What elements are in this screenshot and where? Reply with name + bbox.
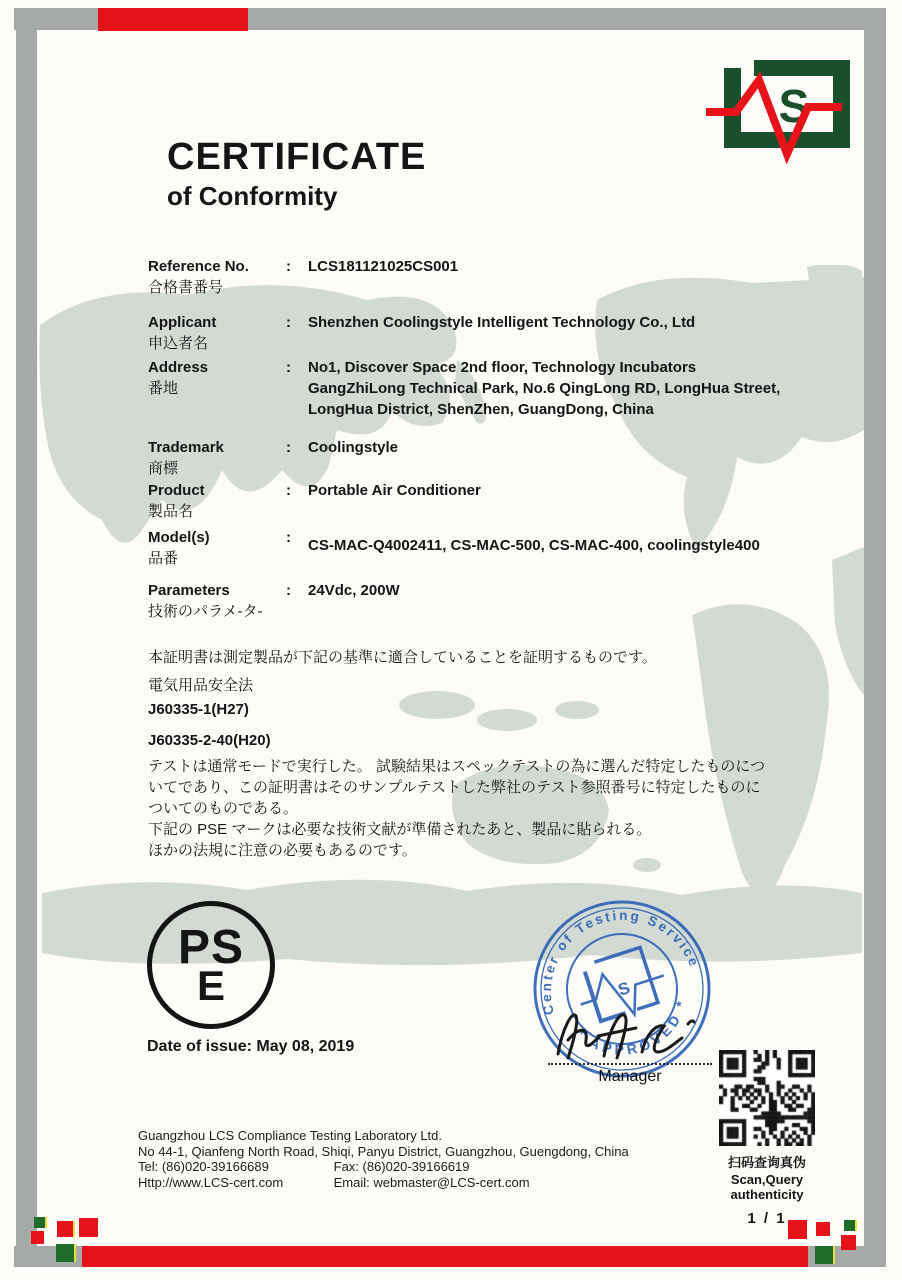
statement-intro: 本証明書は測定製品が下記の基準に適合していることを証明するものです。 (148, 649, 657, 666)
field-label-jp: 製品名 (148, 503, 194, 520)
lab-fax: Fax: (86)020-39166619 (333, 1159, 470, 1174)
field-label: Address (148, 359, 209, 376)
colon: : (286, 258, 291, 275)
field-label: Model(s) (148, 529, 210, 546)
field-label: Applicant (148, 314, 217, 331)
test-note-line: ほかの法規に注意の必要もあるのです。 (148, 842, 417, 859)
test-note-line: ついてのものである。 (148, 800, 299, 817)
lab-footer (138, 1128, 638, 1190)
test-note-line: テストは通常モードで実行した。 試験結果はスペックテストの為に選んだ特定したものにつ (148, 758, 766, 775)
field-label-jp: 技術のパラメ-タ- (148, 603, 263, 620)
colon: : (286, 314, 291, 331)
pse-letter-e: E (196, 961, 225, 1009)
pse-mark (147, 901, 275, 1029)
field-label-jp: 商標 (148, 460, 179, 477)
colon: : (286, 529, 291, 546)
standard-2: J60335-2-40(H20) (148, 732, 271, 749)
field-label-jp: 合格書番号 (148, 279, 224, 296)
field-value: CS-MAC-Q4002411, CS-MAC-500, CS-MAC-400, coolingstyle400 (308, 537, 760, 554)
field-value: LCS181121025CS001 (308, 258, 459, 275)
lab-name: Guangzhou LCS Compliance Testing Laboratory Ltd. (138, 1128, 443, 1143)
lcs-logo-icon (702, 56, 878, 166)
field-models (148, 527, 828, 569)
stamp-arc-top-text: Center of Testing Service (538, 907, 703, 1017)
qr-caption-zh: 扫码查询真伪 (727, 1155, 806, 1170)
signature-block (548, 1004, 712, 1086)
title-block (167, 138, 426, 212)
pse-letters-ps: PS (177, 920, 245, 974)
address-line: LongHua District, ShenZhen, GuangDong, China (308, 401, 654, 418)
test-note-line: いてであり、この証明書はそのサンプルテストした弊社のテスト参照番号に特定したものに (148, 779, 761, 796)
signature-line (548, 1063, 712, 1065)
standard-1: J60335-1(H27) (148, 701, 249, 718)
qr-block (712, 1050, 822, 1227)
qr-code (719, 1050, 815, 1146)
signature-icon (548, 1004, 712, 1062)
colon: : (286, 359, 291, 376)
field-value: 24Vdc, 200W (308, 582, 400, 599)
field-label-jp: 番地 (148, 380, 179, 397)
address-line: GangZhiLong Technical Park, No.6 QingLong RD, LongHua Street, (308, 380, 781, 397)
statement-law: 電気用品安全法 (148, 677, 254, 694)
field-parameters (148, 580, 828, 622)
signer-role: Manager (598, 1068, 662, 1085)
field-address (148, 357, 828, 420)
field-label-jp: 申込者名 (148, 335, 209, 352)
page-number: 1 / 1 (747, 1210, 787, 1227)
lab-tel: Tel: (86)020-39166689 (138, 1159, 269, 1174)
colon: : (286, 439, 291, 456)
field-reference-no (148, 256, 828, 298)
date-of-issue: Date of issue: May 08, 2019 (147, 1038, 355, 1055)
page-title: CERTIFICATE (167, 136, 427, 178)
field-label: Reference No. (148, 258, 249, 275)
field-value: Portable Air Conditioner (308, 482, 481, 499)
stamp-arc-bottom-text: * APPROVED * (573, 995, 691, 1058)
test-note (148, 756, 838, 861)
colon: : (286, 482, 291, 499)
lab-website: Http://www.LCS-cert.com (138, 1174, 284, 1190)
address-line: No1, Discover Space 2nd floor, Technology Incubators (308, 359, 697, 376)
field-label: Product (148, 482, 205, 499)
conformity-statement (148, 646, 828, 749)
field-applicant (148, 312, 828, 354)
field-label: Parameters (148, 582, 230, 599)
stamp-center-letter: S (615, 978, 633, 1000)
test-note-line: 下記の PSE マークは必要な技術文献が準備されたあと、製品に貼られる。 (148, 821, 652, 838)
field-value: Shenzhen Coolingstyle Intelligent Technology Co., Ltd (308, 314, 696, 331)
logo-letter: S (778, 80, 810, 132)
field-trademark (148, 437, 828, 479)
field-label: Trademark (148, 439, 224, 456)
field-value (308, 357, 828, 420)
colon: : (286, 582, 291, 599)
page-subtitle: of Conformity (167, 180, 338, 211)
lab-email: Email: webmaster@LCS-cert.com (333, 1174, 530, 1190)
field-product (148, 480, 828, 522)
qr-caption-en: Scan,Query authenticity (730, 1172, 804, 1202)
field-label-jp: 品番 (148, 550, 179, 567)
lab-address: No 44-1, Qianfeng North Road, Shiqi, Panyu District, Guangzhou, Guengdong, China (138, 1143, 629, 1159)
field-value: Coolingstyle (308, 439, 399, 456)
